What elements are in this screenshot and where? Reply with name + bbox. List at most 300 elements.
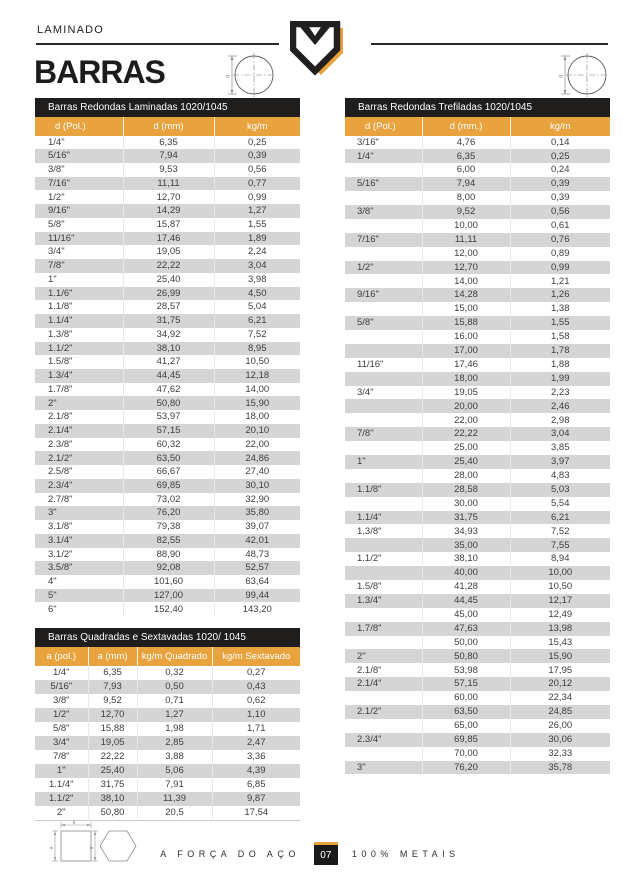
table-cell: 35,78	[510, 761, 610, 775]
table-row	[345, 330, 610, 344]
trefiladas-table	[345, 117, 610, 774]
table-row	[35, 451, 300, 465]
table-cell	[345, 399, 422, 413]
table-cell: 57,15	[422, 677, 510, 691]
table-cell: 28,57	[123, 300, 214, 314]
table-cell: 3,04	[214, 259, 300, 273]
table-row	[35, 287, 300, 301]
table-cell: 1.3/4"	[345, 594, 422, 608]
table-cell: 3,36	[212, 750, 300, 764]
table-cell: 1,27	[214, 204, 300, 218]
table-cell: 3/16"	[357, 136, 379, 148]
table-cell	[345, 330, 422, 344]
table-cell	[345, 219, 422, 233]
table-cell: 1/2"	[35, 708, 88, 722]
table-cell: 69,85	[123, 479, 214, 493]
table-row	[345, 649, 610, 663]
table-cell: 0,39	[510, 177, 610, 191]
table-cell: 0,56	[510, 205, 610, 219]
table-cell: 7,93	[88, 680, 137, 694]
table-cell: 10,00	[510, 566, 610, 580]
table-row	[345, 288, 610, 302]
table-row	[35, 694, 300, 708]
table-cell: 1.1/4"	[35, 314, 123, 328]
table-cell: 11,11	[422, 233, 510, 247]
table-row	[35, 792, 300, 806]
table-cell: 2.3/8"	[48, 438, 73, 450]
table-cell: 47,62	[123, 383, 214, 397]
table-cell: 2,46	[510, 399, 610, 413]
table-row	[345, 344, 610, 358]
table-cell: 0,25	[510, 149, 610, 163]
table-cell: 3,88	[137, 750, 212, 764]
table-cell: 38,10	[123, 342, 214, 356]
table-cell: 76,20	[123, 506, 214, 520]
table-cell: 27,40	[214, 465, 300, 479]
table-cell: 1.3/8"	[357, 525, 382, 537]
table-cell: 17,00	[422, 344, 510, 358]
table-row	[345, 399, 610, 413]
table-cell: 1.3/4"	[35, 369, 123, 383]
table-cell: 18,00	[214, 410, 300, 424]
table-row	[345, 580, 610, 594]
table-cell: 18,00	[422, 372, 510, 386]
table-cell: 6,85	[212, 778, 300, 792]
table-row	[35, 300, 300, 314]
table-row	[35, 589, 300, 603]
table-cell: 20,10	[214, 424, 300, 438]
table-cell: 25,40	[123, 273, 214, 287]
table-row	[35, 245, 300, 259]
table-cell: 2.5/8"	[48, 466, 73, 478]
table-cell: 1/4"	[345, 149, 422, 163]
table-cell: 2.3/4"	[345, 733, 422, 747]
table-cell: 4,50	[214, 287, 300, 301]
table-row	[35, 506, 300, 520]
table-cell: 15,00	[422, 302, 510, 316]
table-cell: 127,00	[123, 589, 214, 603]
table-cell: 57,15	[123, 424, 214, 438]
table-cell: 3,04	[510, 427, 610, 441]
table-cell	[345, 191, 422, 205]
table-cell: 34,93	[422, 524, 510, 538]
table-row	[35, 314, 300, 328]
table-cell: 1,71	[212, 722, 300, 736]
table-cell: 41,27	[123, 355, 214, 369]
table-cell: 9,87	[212, 792, 300, 806]
table-cell	[345, 636, 422, 650]
table-cell: 1"	[48, 273, 57, 285]
table-row	[345, 177, 610, 191]
table-cell: 1,38	[510, 302, 610, 316]
table-row	[345, 677, 610, 691]
table-row	[35, 736, 300, 750]
table-cell	[345, 608, 422, 622]
table-cell: 53,98	[422, 663, 510, 677]
table-row	[35, 190, 300, 204]
table-cell: 0,43	[212, 680, 300, 694]
table-cell: 11,39	[137, 792, 212, 806]
table-cell: 40,00	[422, 566, 510, 580]
table-cell: 12,18	[214, 369, 300, 383]
table-cell: 6,21	[510, 511, 610, 525]
table-cell: 50,80	[422, 649, 510, 663]
table-cell: 1,89	[214, 232, 300, 246]
table-row	[35, 438, 300, 452]
table-cell: 1,10	[212, 708, 300, 722]
table-row	[35, 548, 300, 562]
footer	[0, 842, 630, 865]
table-cell: 10,50	[214, 355, 300, 369]
table-cell: 6"	[48, 603, 57, 615]
table-row	[35, 666, 300, 680]
column-header: d (mm)	[123, 117, 214, 136]
table-cell: 1.5/8"	[357, 581, 382, 593]
table-cell: 0,61	[510, 219, 610, 233]
table-row	[35, 369, 300, 383]
table-cell: 12,70	[88, 708, 137, 722]
page-title: BARRAS	[34, 54, 165, 90]
table-row	[35, 355, 300, 369]
table-cell: 60,00	[422, 691, 510, 705]
table-cell: 76,20	[422, 761, 510, 775]
table-cell: 2.1/8"	[48, 411, 73, 423]
table-cell: 52,57	[214, 561, 300, 575]
table-row	[35, 232, 300, 246]
table-cell: 4"	[48, 576, 57, 588]
table-row	[35, 534, 300, 548]
table-cell: 14,00	[214, 383, 300, 397]
table-cell: 3"	[35, 506, 123, 520]
table-cell: 17,46	[422, 358, 510, 372]
table-row	[345, 761, 610, 775]
table-row	[345, 705, 610, 719]
table-cell: 1/4"	[52, 666, 70, 678]
table-cell: 69,85	[422, 733, 510, 747]
table-cell: 30,10	[214, 479, 300, 493]
table-cell: 0,39	[214, 149, 300, 163]
table-cell: 3,97	[510, 455, 610, 469]
table-cell: 101,60	[123, 575, 214, 589]
table-row	[35, 465, 300, 479]
table-row	[35, 410, 300, 424]
table-cell: 20,00	[422, 399, 510, 413]
table-cell: 30,00	[422, 497, 510, 511]
table-row	[345, 372, 610, 386]
table-cell: 0,71	[137, 694, 212, 708]
table-cell: 28,58	[422, 483, 510, 497]
table-cell: 50,80	[88, 806, 137, 821]
table-cell: 0,24	[510, 163, 610, 177]
table-cell: 0,62	[212, 694, 300, 708]
table-cell	[345, 719, 422, 733]
table-cell: 22,22	[422, 427, 510, 441]
table-row	[345, 163, 610, 177]
table-row	[345, 691, 610, 705]
table-row	[35, 328, 300, 342]
table-row	[35, 479, 300, 493]
table-cell: 7/8"	[345, 427, 422, 441]
table-cell	[345, 691, 422, 705]
table-cell: 45,00	[422, 608, 510, 622]
table-row	[345, 427, 610, 441]
table-cell	[345, 247, 422, 261]
table-cell: 12,00	[422, 247, 510, 261]
table-cell	[345, 413, 422, 427]
table-cell: 5"	[35, 589, 123, 603]
table-row	[345, 219, 610, 233]
table-cell: 12,49	[510, 608, 610, 622]
table-row	[345, 594, 610, 608]
table-row	[35, 342, 300, 356]
table-cell: 31,75	[123, 314, 214, 328]
table-cell: 1.1/4"	[48, 778, 74, 790]
table-row	[35, 806, 300, 821]
column-header: d (Pol.)	[35, 117, 123, 136]
table-row	[345, 233, 610, 247]
page-number-badge: 07	[314, 842, 338, 865]
table-row	[35, 602, 300, 616]
table-row	[345, 524, 610, 538]
table-cell: 3/4"	[35, 736, 88, 750]
table-title: Barras Redondas Laminadas 1020/1045	[35, 98, 300, 117]
table-cell: 15,90	[214, 396, 300, 410]
table-cell: 5,06	[137, 764, 212, 778]
column-header: d (Pol.)	[345, 117, 422, 136]
table-row	[35, 561, 300, 575]
table-cell: 3.1/8"	[48, 521, 73, 533]
table-cell: 25,40	[88, 764, 137, 778]
table-cell: 15,88	[88, 722, 137, 736]
table-cell: 2.3/4"	[35, 479, 123, 493]
round-bar-diagram-icon	[224, 51, 276, 98]
column-header: kg/m	[214, 117, 300, 136]
table-cell: 13,98	[510, 622, 610, 636]
metais-shield-logo-icon	[290, 21, 350, 79]
table-row	[345, 608, 610, 622]
table-cell: 22,34	[510, 691, 610, 705]
table-cell: 12,70	[123, 190, 214, 204]
table-row	[345, 636, 610, 650]
table-cell: 31,75	[88, 778, 137, 792]
table-cell: 60,32	[123, 438, 214, 452]
table-cell	[345, 497, 422, 511]
table-cell: 2.7/8"	[48, 493, 73, 505]
table-cell: 1,88	[510, 358, 610, 372]
table-row	[345, 538, 610, 552]
table-cell: 7/8"	[35, 259, 123, 273]
table-cell: 25,40	[422, 455, 510, 469]
table-cell: 5/16"	[35, 680, 88, 694]
table-cell: 1.1/2"	[35, 792, 88, 806]
table-row	[345, 191, 610, 205]
table-cell: 2,85	[137, 736, 212, 750]
table-row	[345, 274, 610, 288]
table-row	[345, 719, 610, 733]
table-row	[345, 663, 610, 677]
table-row	[345, 136, 610, 150]
table-cell: 17,46	[123, 232, 214, 246]
table-cell: 48,73	[214, 548, 300, 562]
table-cell: 35,80	[214, 506, 300, 520]
table-cell: 4,76	[422, 136, 510, 150]
table-cell: 1"	[345, 455, 422, 469]
table-cell: 1.1/4"	[345, 511, 422, 525]
table-cell: 39,07	[214, 520, 300, 534]
table-row	[345, 247, 610, 261]
table-cell: 5/8"	[345, 316, 422, 330]
table-title: Barras Redondas Trefiladas 1020/1045	[345, 98, 610, 117]
footer-slogan-right: 100% METAIS	[351, 848, 460, 859]
footer-slogan-left: A FORÇA DO AÇO	[160, 848, 300, 859]
table-cell: 0,56	[214, 163, 300, 177]
table-cell: 73,02	[123, 493, 214, 507]
table-cell: 0,27	[212, 666, 300, 680]
table-cell: 3,98	[214, 273, 300, 287]
table-row	[35, 163, 300, 177]
table-cell: 0,99	[510, 261, 610, 275]
table-cell	[345, 274, 422, 288]
quadradas-sextavadas-table	[35, 647, 300, 821]
table-cell: 6,00	[422, 163, 510, 177]
table-cell: 1,98	[137, 722, 212, 736]
laminadas-table-block	[35, 98, 300, 616]
table-row	[35, 383, 300, 397]
table-row	[35, 259, 300, 273]
table-cell: 1.1/2"	[357, 553, 382, 565]
table-cell: 88,90	[123, 548, 214, 562]
header-rule-left	[36, 43, 279, 45]
table-row	[35, 722, 300, 736]
table-cell: 44,45	[422, 594, 510, 608]
table-cell: 7,94	[123, 149, 214, 163]
table-row	[345, 149, 610, 163]
table-cell: 3,85	[510, 441, 610, 455]
table-row	[35, 708, 300, 722]
table-cell: 17,54	[212, 806, 300, 821]
table-row	[345, 733, 610, 747]
table-cell: 1/4"	[48, 136, 65, 148]
table-cell: 38,10	[422, 552, 510, 566]
table-cell: 63,50	[123, 451, 214, 465]
table-cell: 7,94	[422, 177, 510, 191]
table-row	[35, 575, 300, 589]
table-cell: 0,32	[137, 666, 212, 680]
table-cell: 9,52	[88, 694, 137, 708]
table-row	[35, 177, 300, 191]
table-row	[345, 566, 610, 580]
table-cell: 3/8"	[48, 164, 65, 176]
table-cell: 6,35	[88, 666, 137, 680]
table-cell: 7/16"	[345, 233, 422, 247]
table-cell: 2,47	[212, 736, 300, 750]
table-cell: 5,54	[510, 497, 610, 511]
table-row	[35, 136, 300, 150]
table-cell: 3/8"	[345, 205, 422, 219]
table-row	[35, 778, 300, 792]
table-cell: 99,44	[214, 589, 300, 603]
table-row	[345, 455, 610, 469]
round-bar-diagram-icon	[557, 51, 609, 98]
table-row	[345, 511, 610, 525]
table-cell: 7,52	[510, 524, 610, 538]
table-cell: 20,5	[137, 806, 212, 821]
table-cell: 0,25	[214, 136, 300, 150]
table-cell: 0,77	[214, 177, 300, 191]
table-cell: 1,26	[510, 288, 610, 302]
table-cell: 6,35	[422, 149, 510, 163]
table-cell: 11/16"	[35, 232, 123, 246]
table-cell: 7,52	[214, 328, 300, 342]
table-cell: 0,39	[510, 191, 610, 205]
table-cell: 7/8"	[52, 750, 70, 762]
table-cell	[345, 469, 422, 483]
table-cell: 4,39	[212, 764, 300, 778]
table-cell: 92,08	[123, 561, 214, 575]
table-row	[345, 386, 610, 400]
table-cell: 2.1/4"	[35, 424, 123, 438]
table-header-row	[35, 117, 300, 136]
table-cell: 8,95	[214, 342, 300, 356]
table-header-row	[35, 647, 300, 666]
table-cell: 143,20	[214, 602, 300, 616]
table-cell: 31,75	[422, 511, 510, 525]
table-cell: 63,50	[422, 705, 510, 719]
laminadas-table	[35, 117, 300, 616]
table-cell: 15,90	[510, 649, 610, 663]
table-cell: 17,95	[510, 663, 610, 677]
table-cell	[345, 372, 422, 386]
table-row	[345, 261, 610, 275]
table-row	[35, 204, 300, 218]
table-cell: 19,05	[123, 245, 214, 259]
table-row	[35, 149, 300, 163]
table-cell	[345, 566, 422, 580]
table-cell: 2.1/4"	[345, 677, 422, 691]
table-cell: 2.1/8"	[357, 664, 382, 676]
table-cell: 66,67	[123, 465, 214, 479]
table-cell: 42,01	[214, 534, 300, 548]
table-cell: 5/8"	[52, 722, 70, 734]
table-cell: 16,00	[422, 330, 510, 344]
table-cell: 9/16"	[345, 288, 422, 302]
diagram-dimension-label: d	[558, 75, 565, 78]
column-header: kg/m	[510, 117, 610, 136]
table-cell: 1"	[35, 764, 88, 778]
table-cell: 63,64	[214, 575, 300, 589]
table-cell: 50,80	[123, 396, 214, 410]
table-cell	[345, 163, 422, 177]
table-cell: 1,55	[214, 218, 300, 232]
table-cell: 53,97	[123, 410, 214, 424]
table-title: Barras Quadradas e Sextavadas 1020/ 1045	[35, 628, 300, 647]
table-cell: 2"	[35, 396, 123, 410]
table-cell: 50,00	[422, 636, 510, 650]
table-cell	[345, 302, 422, 316]
column-header: a (mm)	[88, 647, 137, 666]
table-cell: 0,50	[137, 680, 212, 694]
diagram-dimension-label: a	[48, 846, 54, 850]
table-cell: 8,94	[510, 552, 610, 566]
table-cell: 25,00	[422, 441, 510, 455]
table-cell: 7/16"	[35, 177, 123, 191]
table-cell: 5/8"	[48, 219, 65, 231]
table-cell: 26,00	[510, 719, 610, 733]
table-cell: 11/16"	[357, 358, 384, 370]
diagram-dimension-label: d	[225, 75, 232, 78]
table-cell: 9,52	[422, 205, 510, 219]
column-header: a (pol.)	[35, 647, 88, 666]
